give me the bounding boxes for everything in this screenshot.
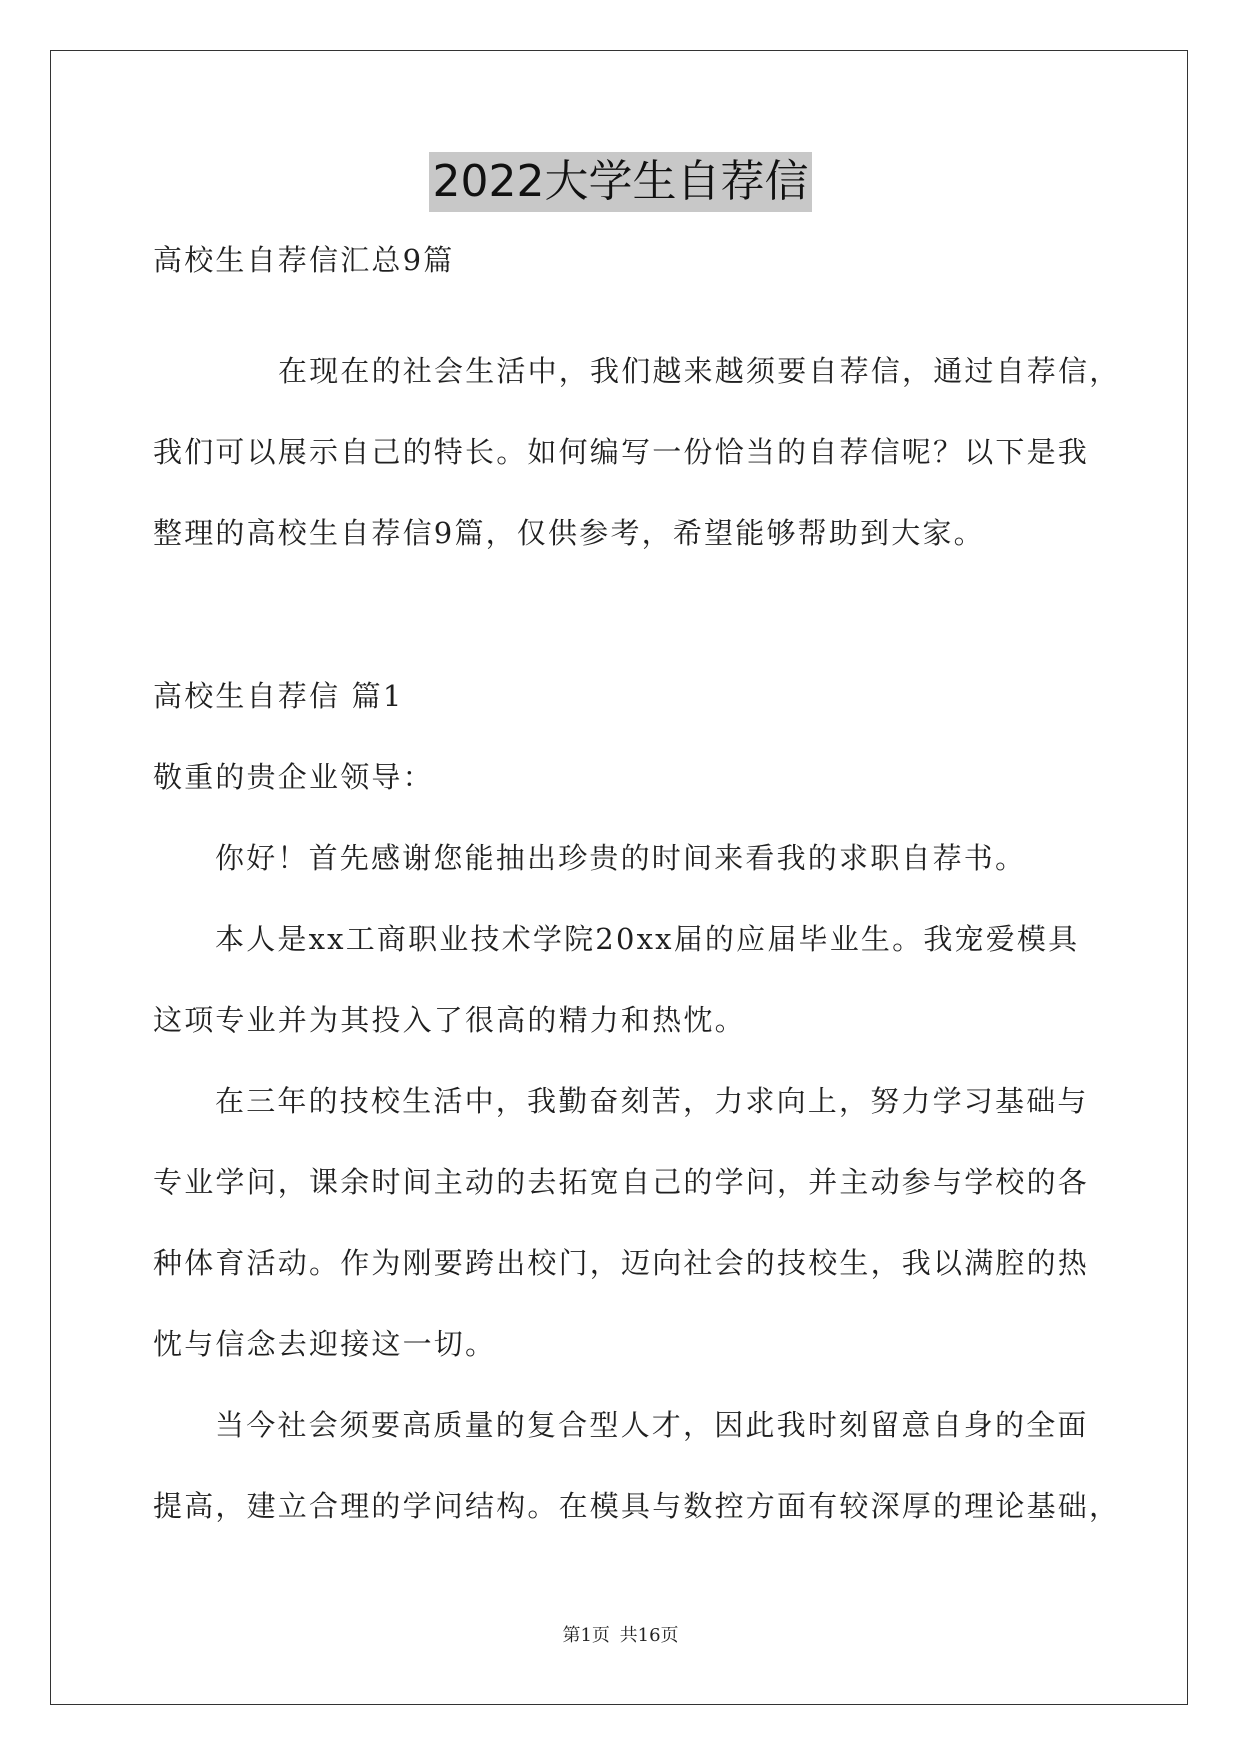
paragraph-line: 你好！首先感谢您能抽出珍贵的时间来看我的求职自荐书。 <box>215 841 1027 875</box>
paragraph-line: 这项专业并为其投入了很高的精力和热忱。 <box>153 1003 746 1037</box>
paragraph-line: 提高，建立合理的学问结构。在模具与数控方面有较深厚的理论基础， <box>153 1489 1121 1523</box>
title-container <box>0 152 1241 212</box>
paragraph-line: 本人是xx工商职业技术学院20xx届的应届毕业生。我宠爱模具 <box>215 922 1080 956</box>
page-total: 共16页 <box>619 1625 679 1646</box>
paragraph-line: 在现在的社会生活中，我们越来越须要自荐信，通过自荐信， <box>278 354 1121 388</box>
page-footer <box>0 1624 1241 1648</box>
paragraph-line: 专业学问，课余时间主动的去拓宽自己的学问，并主动参与学校的各 <box>153 1165 1090 1199</box>
paragraph-line: 忱与信念去迎接这一切。 <box>153 1327 497 1361</box>
salutation-line: 敬重的贵企业领导： <box>153 760 434 794</box>
paragraph-line: 当今社会须要高质量的复合型人才，因此我时刻留意自身的全面 <box>215 1408 1089 1442</box>
document-title: 2022大学生自荐信 <box>429 152 813 212</box>
paragraph-line: 我们可以展示自己的特长。如何编写一份恰当的自荐信呢？以下是我 <box>153 435 1090 469</box>
page-number: 第1页 <box>562 1625 610 1646</box>
subtitle-line: 高校生自荐信汇总9篇 <box>153 243 455 277</box>
paragraph-line: 整理的高校生自荐信9篇，仅供参考，希望能够帮助到大家。 <box>153 516 985 550</box>
section-heading: 高校生自荐信 篇1 <box>153 679 404 713</box>
paragraph-line: 种体育活动。作为刚要跨出校门，迈向社会的技校生，我以满腔的热 <box>153 1246 1090 1280</box>
paragraph-line: 在三年的技校生活中，我勤奋刻苦，力求向上，努力学习基础与 <box>215 1084 1089 1118</box>
